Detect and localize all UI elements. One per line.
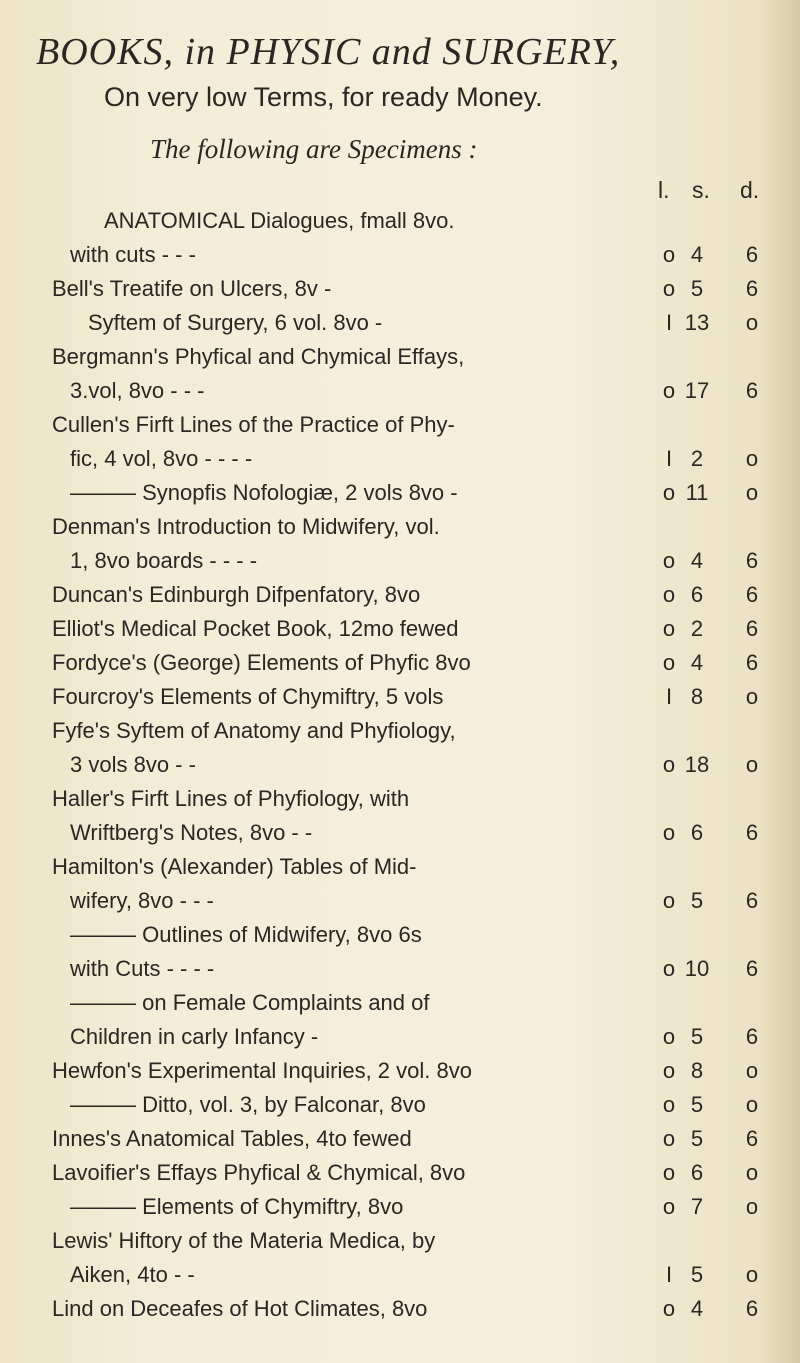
price-shillings: 18 <box>684 752 710 777</box>
book-title: Fyfe's Syftem of Anatomy and Phyfiology, <box>52 718 456 743</box>
book-title: Wriftberg's Notes, 8vo - - <box>70 820 313 845</box>
book-entry <box>0 782 800 816</box>
price-shillings: 5 <box>690 276 704 301</box>
book-entry <box>0 442 800 476</box>
price-pence: 6 <box>745 956 759 981</box>
book-entry <box>0 952 800 986</box>
price-shillings: 6 <box>690 820 704 845</box>
book-title: Haller's Firft Lines of Phyfiology, with <box>52 786 410 811</box>
price-shillings: 6 <box>690 582 704 607</box>
book-title: Aiken, 4to - - <box>70 1262 195 1287</box>
book-title: ——— Elements of Chymiftry, 8vo <box>70 1194 404 1219</box>
book-entry <box>0 476 800 510</box>
book-title: 3 vols 8vo - - <box>70 752 196 777</box>
price-pounds: o <box>662 1194 676 1219</box>
price-pence: o <box>745 1092 759 1117</box>
price-shillings: 17 <box>684 378 710 403</box>
page-subtitle: On very low Terms, for ready Money. <box>104 82 543 112</box>
book-title: with Cuts - - - - <box>70 956 215 981</box>
column-header-shillings: s. <box>692 177 710 203</box>
book-entry <box>0 544 800 578</box>
price-pounds: o <box>662 1058 676 1083</box>
price-pence: 6 <box>745 548 759 573</box>
price-pounds: o <box>662 242 676 267</box>
book-title: Children in carly Infancy - <box>70 1024 319 1049</box>
price-pence: o <box>745 752 759 777</box>
book-title: ——— Ditto, vol. 3, by Falconar, 8vo <box>70 1092 426 1117</box>
book-entry <box>0 306 800 340</box>
price-pence: o <box>745 1194 759 1219</box>
price-shillings: 5 <box>690 1126 704 1151</box>
price-shillings: 7 <box>690 1194 704 1219</box>
price-shillings: 10 <box>684 956 710 981</box>
price-pence: o <box>745 1262 759 1287</box>
price-shillings: 8 <box>690 1058 704 1083</box>
book-entry <box>0 272 800 306</box>
column-header-pounds: l. <box>658 177 670 203</box>
book-entry <box>0 1156 800 1190</box>
book-title: ——— Synopfis Nofologiæ, 2 vols 8vo - <box>70 480 458 505</box>
book-entry <box>0 1190 800 1224</box>
book-title: Cullen's Firft Lines of the Practice of Phy- <box>52 412 455 437</box>
price-shillings: 13 <box>684 310 710 335</box>
price-pounds: o <box>662 582 676 607</box>
price-pence: o <box>745 684 759 709</box>
book-title: Syftem of Surgery, 6 vol. 8vo - <box>88 310 383 335</box>
book-entry <box>0 1224 800 1258</box>
book-entry <box>0 714 800 748</box>
price-pounds: o <box>662 956 676 981</box>
price-pounds: o <box>662 888 676 913</box>
book-entry <box>0 918 800 952</box>
price-shillings: 2 <box>690 616 704 641</box>
book-title: Bell's Treatife on Ulcers, 8v - <box>52 276 332 301</box>
price-pounds: o <box>662 1126 676 1151</box>
book-title: ——— Outlines of Midwifery, 8vo 6s <box>70 922 422 947</box>
price-shillings: 5 <box>690 1262 704 1287</box>
price-shillings: 11 <box>685 480 709 505</box>
book-title: Fordyce's (George) Elements of Phyfic 8vo <box>52 650 471 675</box>
price-pence: 6 <box>745 616 759 641</box>
price-pence: o <box>745 446 759 471</box>
book-title: Bergmann's Phyfical and Chymical Effays, <box>52 344 465 369</box>
book-title: Elliot's Medical Pocket Book, 12mo fewed <box>52 616 459 641</box>
price-pounds: o <box>662 752 676 777</box>
book-entry <box>0 1122 800 1156</box>
book-title: ——— on Female Complaints and of <box>70 990 430 1015</box>
price-pence: 6 <box>745 820 759 845</box>
book-entry <box>0 578 800 612</box>
price-pence: o <box>745 310 759 335</box>
price-pence: o <box>745 1058 759 1083</box>
price-pounds: o <box>662 650 676 675</box>
price-pounds: o <box>662 276 676 301</box>
book-title: Hewfon's Experimental Inquiries, 2 vol. 8vo <box>52 1058 472 1083</box>
book-entry <box>0 850 800 884</box>
book-entry <box>0 816 800 850</box>
price-shillings: 5 <box>690 1024 704 1049</box>
book-title: Duncan's Edinburgh Difpenfatory, 8vo <box>52 582 421 607</box>
book-title: 1, 8vo boards - - - - <box>70 548 258 573</box>
price-pence: o <box>745 480 759 505</box>
book-title: Denman's Introduction to Midwifery, vol. <box>52 514 440 539</box>
price-shillings: 5 <box>690 1092 704 1117</box>
price-pence: 6 <box>745 582 759 607</box>
price-pounds: o <box>662 548 676 573</box>
book-title: Fourcroy's Elements of Chymiftry, 5 vols <box>52 684 444 709</box>
page-title: BOOKS, in PHYSIC and SURGERY, <box>36 31 621 73</box>
price-shillings: 4 <box>690 548 704 573</box>
book-title: Innes's Anatomical Tables, 4to fewed <box>52 1126 412 1151</box>
book-entry <box>0 1088 800 1122</box>
book-entry <box>0 238 800 272</box>
price-pounds: o <box>662 1160 676 1185</box>
book-entry <box>0 1258 800 1292</box>
book-title: with cuts - - - <box>70 242 196 267</box>
book-entry <box>0 510 800 544</box>
price-pounds: o <box>662 616 676 641</box>
book-entry <box>0 646 800 680</box>
price-pounds: o <box>662 820 676 845</box>
price-pounds: o <box>662 480 676 505</box>
book-title: fic, 4 vol, 8vo - - - - <box>70 446 253 471</box>
book-entry <box>0 748 800 782</box>
book-entry <box>0 340 800 374</box>
book-entry <box>0 374 800 408</box>
book-entry <box>0 1292 800 1326</box>
column-header-pence: d. <box>740 177 760 203</box>
price-shillings: 4 <box>690 650 704 675</box>
price-pounds: o <box>662 378 676 403</box>
book-entry <box>0 204 800 238</box>
price-shillings: 8 <box>690 684 704 709</box>
price-pence: 6 <box>745 1126 759 1151</box>
book-title: wifery, 8vo - - - <box>70 888 214 913</box>
price-pence: 6 <box>745 378 759 403</box>
price-pence: 6 <box>745 1296 759 1321</box>
price-pounds: I <box>665 446 673 471</box>
book-entry <box>0 986 800 1020</box>
price-shillings: 4 <box>690 242 704 267</box>
book-entry <box>0 612 800 646</box>
book-title: Lind on Deceafes of Hot Climates, 8vo <box>52 1296 428 1321</box>
book-title: ANATOMICAL Dialogues, fmall 8vo. <box>104 208 455 233</box>
price-pounds: I <box>665 684 673 709</box>
book-entry <box>0 884 800 918</box>
price-shillings: 5 <box>690 888 704 913</box>
price-pence: 6 <box>745 888 759 913</box>
book-title: 3.vol, 8vo - - - <box>70 378 205 403</box>
price-pounds: I <box>665 1262 673 1287</box>
specimens-heading: The following are Specimens : <box>150 134 478 164</box>
price-shillings: 2 <box>690 446 704 471</box>
price-pounds: I <box>665 310 673 335</box>
price-shillings: 6 <box>690 1160 704 1185</box>
book-entry <box>0 408 800 442</box>
book-title: Lavoifier's Effays Phyfical & Chymical, 8vo <box>52 1160 466 1185</box>
book-entry <box>0 1020 800 1054</box>
price-pence: 6 <box>745 650 759 675</box>
price-pence: 6 <box>745 242 759 267</box>
book-entry <box>0 1054 800 1088</box>
book-title: Lewis' Hiftory of the Materia Medica, by <box>52 1228 436 1253</box>
book-entry <box>0 680 800 714</box>
price-pence: 6 <box>745 1024 759 1049</box>
price-pence: o <box>745 1160 759 1185</box>
price-pounds: o <box>662 1024 676 1049</box>
price-shillings: 4 <box>690 1296 704 1321</box>
price-pounds: o <box>662 1296 676 1321</box>
price-pence: 6 <box>745 276 759 301</box>
price-pounds: o <box>662 1092 676 1117</box>
book-title: Hamilton's (Alexander) Tables of Mid- <box>52 854 417 879</box>
